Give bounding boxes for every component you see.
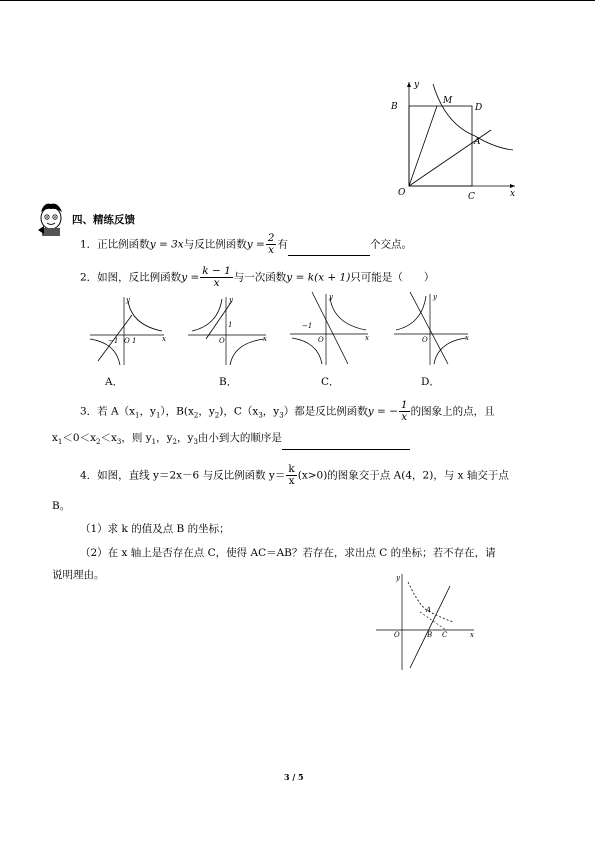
label-x: x	[263, 335, 267, 343]
section-title: 四、精练反馈	[72, 214, 135, 226]
question-4	[80, 464, 509, 487]
q1-text-after: 个交点。	[369, 238, 412, 251]
q2-graph-d	[392, 290, 470, 367]
label-O: O	[124, 337, 130, 345]
label-O: O	[422, 336, 428, 344]
q3-l2-t1: ＜0＜x	[62, 432, 96, 444]
q1-text-before: 1．正比例函数	[80, 238, 150, 251]
page-number: 3 / 5	[284, 772, 304, 782]
y-axis-arrow	[407, 82, 411, 87]
q3-l2-s3: 3	[116, 438, 122, 447]
q1-text-have: 有	[277, 238, 288, 251]
label-B: B	[427, 631, 433, 639]
question-4-line2: B。	[52, 500, 71, 512]
question-2	[80, 266, 434, 289]
label-minus-one: −1	[108, 337, 119, 345]
q3-s3: 2	[193, 411, 199, 420]
choice-d[interactable]: D．	[421, 376, 440, 388]
student-mascot-icon	[36, 202, 66, 238]
q3-s1: 1	[135, 411, 140, 420]
q1-text-mid: 与反比例函数	[183, 238, 247, 251]
q4-frac-num: k	[288, 463, 295, 475]
label-x: x	[470, 631, 474, 639]
label-y: y	[433, 293, 437, 301]
label-y: y	[329, 293, 333, 301]
q3-l2-t5: ，y	[177, 432, 194, 444]
label-one: 1	[132, 337, 137, 345]
label-C: C	[442, 631, 448, 639]
q3-t2: ，y	[139, 405, 156, 418]
q4-frac-den: x	[288, 475, 295, 487]
question-4-part2b: 说明理由。	[52, 569, 105, 581]
label-x: x	[510, 189, 516, 199]
q3-t3: ），B(x	[160, 405, 194, 418]
q3-t6: ，y	[262, 405, 280, 418]
q3-t5: )，C（x	[219, 405, 259, 418]
header-rule	[0, 0, 595, 1]
question-3-line2	[52, 430, 410, 450]
q4-text-before: 4．如图，直线 y＝2x－6 与反比例函数 y＝	[80, 469, 286, 482]
q3-s6: 3	[279, 411, 284, 420]
q3-answer-blank[interactable]	[282, 437, 410, 450]
label-O: O	[398, 188, 406, 198]
label-y: y	[126, 296, 130, 304]
hyperbola-curve	[433, 84, 513, 150]
choice-b[interactable]: B．	[219, 376, 238, 388]
q3-l2-s2: 2	[96, 438, 101, 447]
q3-l2-t2: ＜x	[100, 432, 117, 444]
q2-text-after: 只可能是（ ）	[350, 271, 435, 284]
q3-l2-t4: ，y	[156, 432, 173, 444]
q2-graph-a	[88, 295, 168, 367]
question-3	[80, 400, 495, 424]
q2-frac-num: k − 1	[202, 265, 231, 277]
q3-frac-num: 1	[400, 399, 408, 411]
label-y: y	[414, 80, 420, 90]
label-x: x	[365, 334, 369, 342]
label-x: x	[465, 334, 469, 342]
label-y: y	[229, 296, 233, 304]
q1-expr2-lhs: y =	[246, 238, 265, 251]
q2-text-mid: 与一次函数	[233, 271, 287, 284]
q1-expr1: y = 3x	[149, 238, 184, 251]
q2-expr-lhs: y =	[181, 271, 200, 284]
label-B: B	[391, 102, 398, 112]
q3-l2-t3: ，则 y	[121, 432, 152, 444]
q2-expr2: y = k(x + 1)	[286, 271, 351, 284]
q3-s4: 2	[214, 411, 220, 420]
q2-fraction	[200, 266, 233, 289]
label-O: O	[219, 337, 225, 345]
q1-frac-den: x	[268, 244, 275, 256]
q3-s2: 1	[155, 411, 161, 420]
x-axis-arrow	[510, 184, 515, 188]
q3-l2-t6: 由小到大的顺序是	[197, 432, 282, 444]
q1-answer-blank[interactable]	[288, 243, 370, 256]
q2-graph-c	[288, 290, 370, 367]
choice-c[interactable]: C．	[321, 376, 340, 388]
q3-l2-s1: 1	[57, 438, 63, 447]
label-A: A	[426, 606, 432, 614]
question-4-part2: （2）在 x 轴上是否存在点 C，使得 AC＝AB？若存在，求出点 C 的坐标；若不存在，请	[80, 547, 496, 559]
q3-expr-lhs: y = −	[367, 405, 398, 418]
q2-graph-b	[186, 295, 268, 367]
label-minus-one: −1	[302, 322, 313, 330]
label-x: x	[162, 335, 166, 343]
q4-fraction	[286, 464, 296, 487]
rectangle-OBDC	[409, 106, 472, 186]
q3-t7: ）都是反比例函数	[283, 405, 368, 418]
q3-t1: 3．若 A（x	[80, 405, 136, 418]
label-M: M	[443, 96, 453, 106]
label-A: A	[474, 137, 481, 147]
question-4-part1: （1）求 k 的值及点 B 的坐标；	[80, 523, 230, 535]
q3-l2-s4: 1	[151, 438, 157, 447]
label-y: y	[396, 574, 400, 582]
q1-fraction	[266, 233, 277, 256]
label-one: 1	[228, 321, 233, 329]
choice-a[interactable]: A．	[105, 376, 124, 388]
label-C: C	[468, 192, 475, 200]
label-O: O	[394, 631, 400, 639]
q3-s5: 3	[258, 411, 263, 420]
q2-frac-den: x	[213, 277, 220, 289]
segment-OM	[409, 106, 437, 186]
q3-fraction	[399, 400, 410, 423]
q3-l2-x1: x	[52, 432, 58, 444]
q3-l2-s5: 2	[172, 438, 178, 447]
q3-l2-s6: 3	[193, 438, 198, 447]
q3-frac-den: x	[401, 411, 408, 423]
figure-square-hyperbola	[385, 78, 520, 200]
q3-t4: ，y	[198, 405, 215, 418]
q2-text-before: 2．如图，反比例函数	[80, 271, 182, 284]
q4-text-after: (x>0)的图象交于点 A(4，2)，与 x 轴交于点	[297, 469, 509, 482]
label-O: O	[318, 336, 324, 344]
label-D: D	[475, 103, 483, 113]
q1-frac-num: 2	[267, 232, 275, 244]
question-1	[80, 233, 412, 256]
q3-text-after: 的图象上的点，且	[410, 405, 495, 418]
q4-graph	[372, 572, 478, 672]
